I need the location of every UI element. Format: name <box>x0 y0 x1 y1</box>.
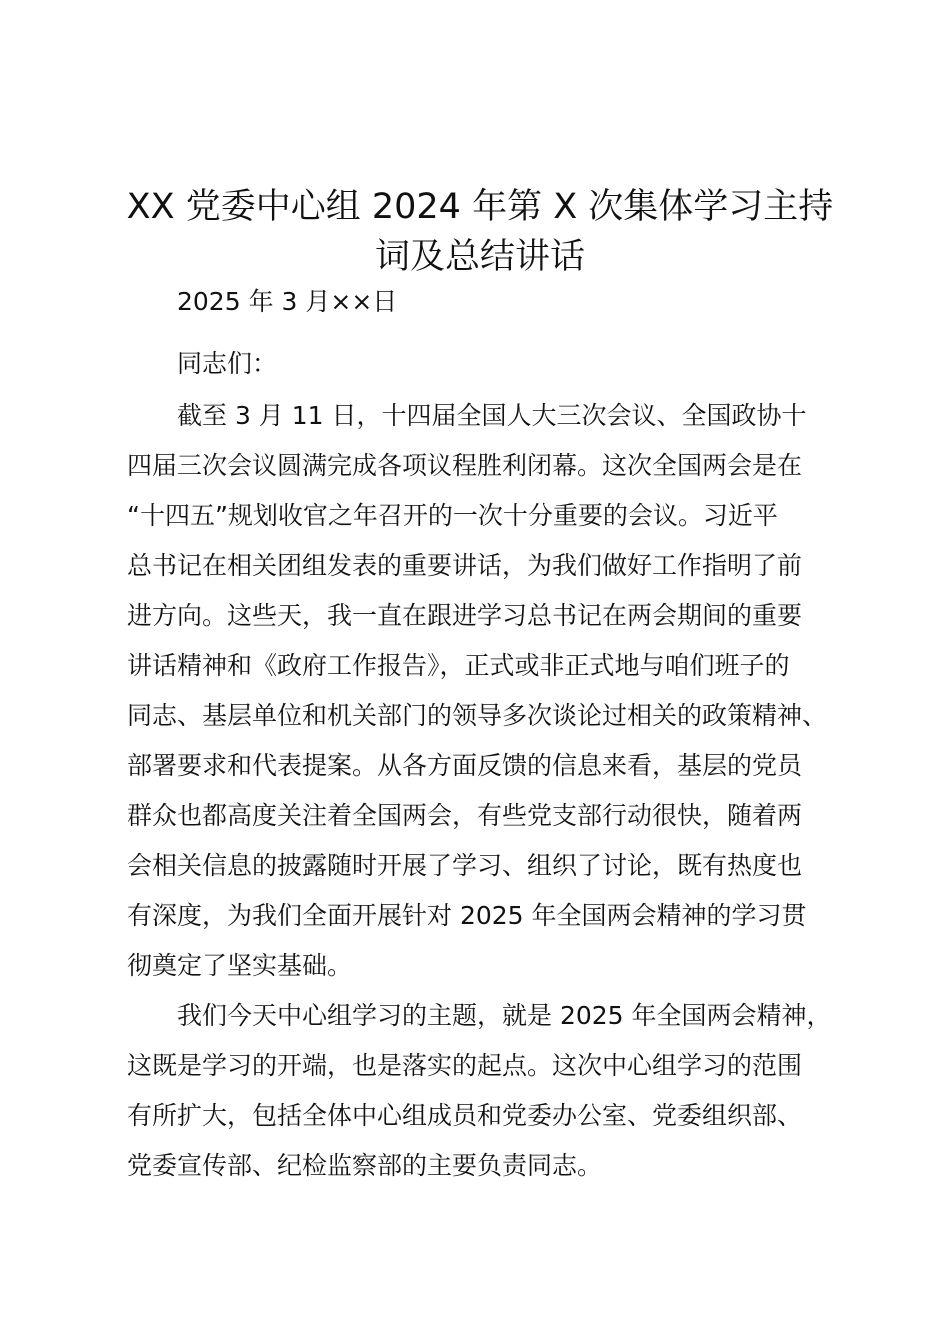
paragraph-1 <box>127 391 847 991</box>
paragraph-line: 我们今天中心组学习的主题，就是 2025 年全国两会精神， <box>177 1001 832 1030</box>
title-line-1: XX 党委中心组 2024 年第 X 次集体学习主持 <box>126 187 834 227</box>
paragraph-line: 会相关信息的披露随时开展了学习、组织了讨论，既有热度也 <box>127 851 803 880</box>
paragraph-line: 同志、基层单位和机关部门的领导多次谈论过相关的政策精神、 <box>127 701 828 730</box>
paragraph-line: “十四五”规划收官之年召开的一次十分重要的会议。习近平 <box>127 501 778 530</box>
paragraph-line: 彻奠定了坚实基础。 <box>127 951 353 980</box>
salutation: 同志们： <box>177 349 278 378</box>
paragraph-line: 进方向。这些天，我一直在跟进学习总书记在两会期间的重要 <box>127 601 803 630</box>
paragraph-line: 总书记在相关团组发表的重要讲话，为我们做好工作指明了前 <box>127 551 803 580</box>
document-title <box>120 180 840 280</box>
paragraph-line: 这既是学习的开端，也是落实的起点。这次中心组学习的范围 <box>127 1051 803 1080</box>
date-line: 2025 年 3 月××日 <box>177 287 398 316</box>
paragraph-line: 有所扩大，包括全体中心组成员和党委办公室、党委组织部、 <box>127 1101 803 1130</box>
paragraph-line: 群众也都高度关注着全国两会，有些党支部行动很快，随着两 <box>127 801 803 830</box>
paragraph-line: 有深度，为我们全面开展针对 2025 年全国两会精神的学习贯 <box>127 901 807 930</box>
paragraph-line: 讲话精神和《政府工作报告》，正式或非正式地与咱们班子的 <box>127 651 790 680</box>
paragraph-line: 截至 3 月 11 日，十四届全国人大三次会议、全国政协十 <box>177 401 807 430</box>
title-line-2: 词及总结讲话 <box>374 237 585 277</box>
paragraph-2 <box>127 991 847 1191</box>
paragraph-line: 部署要求和代表提案。从各方面反馈的信息来看，基层的党员 <box>127 751 803 780</box>
document-body <box>127 277 847 1191</box>
paragraph-line: 党委宣传部、纪检监察部的主要负责同志。 <box>127 1151 603 1180</box>
paragraph-line: 四届三次会议圆满完成各项议程胜利闭幕。这次全国两会是在 <box>127 451 803 480</box>
